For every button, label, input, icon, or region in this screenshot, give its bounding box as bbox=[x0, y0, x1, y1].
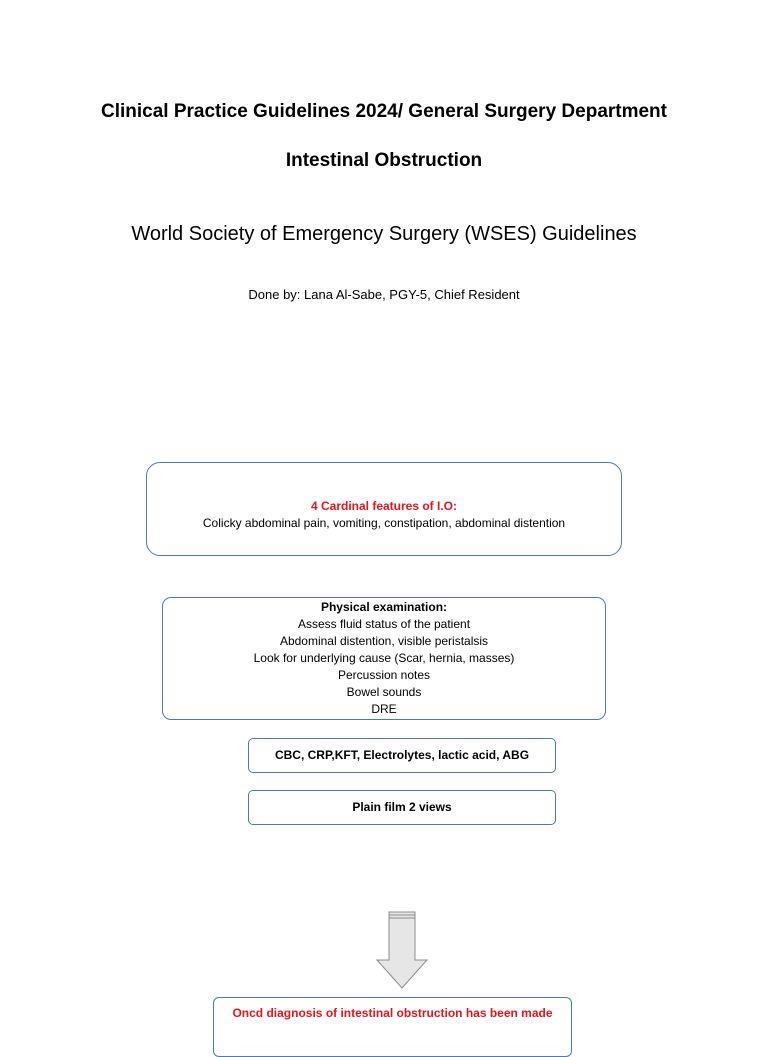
document-title: Clinical Practice Guidelines 2024/ General Surgery Department bbox=[100, 101, 667, 122]
exam-item: Assess fluid status of the patient bbox=[297, 617, 471, 631]
author-line: Done by: Lana Al-Sabe, PGY-5, Chief Resident bbox=[248, 287, 520, 302]
cardinal-features-heading: 4 Cardinal features of I.O: bbox=[310, 499, 458, 513]
lab-tests-text: CBC, CRP,KFT, Electrolytes, lactic acid, ABG bbox=[274, 748, 530, 762]
exam-item: DRE bbox=[371, 702, 397, 716]
physical-examination-heading: Physical examination: bbox=[320, 600, 448, 614]
exam-item: Bowel sounds bbox=[346, 685, 422, 699]
diagnosis-box bbox=[213, 997, 572, 1057]
exam-item: Abdominal distention, visible peristalsis bbox=[279, 634, 489, 648]
cardinal-features-text: Colicky abdominal pain, vomiting, constipation, abdominal distention bbox=[202, 516, 566, 530]
diagnosis-heading: Oncd diagnosis of intestinal obstruction has been made bbox=[232, 1006, 553, 1020]
physical-examination-box bbox=[162, 597, 606, 720]
imaging-box bbox=[248, 790, 556, 825]
down-arrow-icon bbox=[376, 911, 428, 989]
document-subtitle: Intestinal Obstruction bbox=[285, 150, 483, 171]
lab-tests-box bbox=[248, 738, 556, 773]
exam-item: Percussion notes bbox=[337, 668, 431, 682]
cardinal-features-box bbox=[146, 462, 622, 556]
exam-item: Look for underlying cause (Scar, hernia, masses) bbox=[253, 651, 515, 665]
imaging-text: Plain film 2 views bbox=[352, 800, 452, 814]
guideline-source: World Society of Emergency Surgery (WSES) Guidelines bbox=[131, 223, 637, 245]
